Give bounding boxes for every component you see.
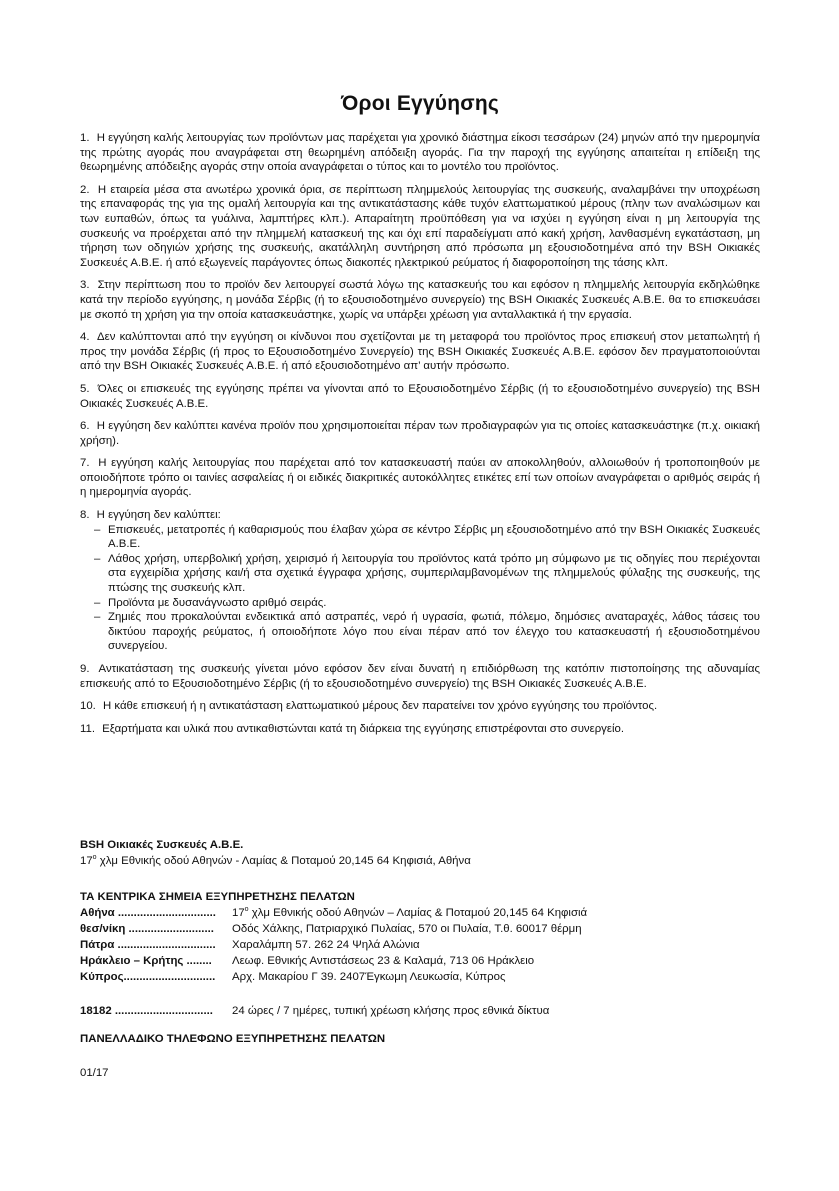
clause-text: Όλες οι επισκευές της εγγύησης πρέπει να γίνονται από το Εξουσιοδοτημένο Σέρβις (ή το εξουσιοδοτημένο συνεργείο) της BSH Οικιακές Συσκευές Α.Β.Ε. — [80, 382, 761, 410]
clause-5 — [80, 382, 760, 411]
clause-number: 11. — [80, 722, 95, 735]
clause-number: 4. — [80, 331, 90, 344]
clause-10 — [80, 699, 760, 714]
clause-number: 9. — [80, 663, 90, 675]
exclusion-item: – Επισκευές, μετατροπές ή καθαρισμούς που έλαβαν χώρα σε κέντρο Σέρβις μη εξουσιοδοτημένο από την BSH Οικιακές Συσκευές Α.Β.Ε. — [80, 523, 760, 552]
nationwide-phone-label: ΠΑΝΕΛΛΑΔΙΚΟ ΤΗΛΕΦΩΝΟ ΕΞΥΠΗΡΕΤΗΣΗΣ ΠΕΛΑΤΩΝ — [80, 1033, 386, 1045]
clause-number: 8. — [80, 509, 90, 522]
clause-number: 1. — [80, 132, 90, 144]
exclusion-item: – Λάθος χρήση, υπερβολική χρήση, χειρισμό ή λειτουργία του προϊόντος κατά τρόπο μη σύμφωνο με τις οδηγίες που περιέχονται στα εγχειρίδια χρήσης και/ή στα σχετικά έγγραφα χρήσης, συμπεριλαμβανομένων της πλημμελούς φύλαξης της συσκευής, της πτώσης της συσκευής κλπ. — [80, 552, 760, 596]
address-number: 17 — [232, 907, 245, 919]
clause-text: Αντικατάσταση της συσκευής γίνεται μόνο εφόσον δεν είναι δυνατή η επιδιόρθωση της κατόπιν πιστοποίησης της αδυναμίας επισκευής από το Εξουσιοδοτημένο Σέρβις (ή το εξουσιοδοτημένο συνεργείο) της BSH Οικιακές Συσκευές Α.Β.Ε. — [80, 663, 760, 690]
hotline-description: 24 ώρες / 7 ημέρες, τυπική χρέωση κλήσης προς εθνικά δίκτυα — [232, 1005, 550, 1017]
company-address — [80, 853, 471, 869]
page-title: Όροι Εγγύησης — [341, 92, 499, 115]
address-text: χλμ Εθνικής οδού Αθηνών - Λαμίας & Ποταμού 20,145 64 Κηφισιά, Αθήνα — [96, 855, 471, 867]
clause-text: Η εταιρεία μέσα στα ανωτέρω χρονικά όρια, σε περίπτωση πλημμελούς λειτουργίας της συσκευής, αναλαμβάνει την υποχρέωση της επαναφοράς της για της ομαλή λειτουργία και της αντικατάστασης κάθε τυχόν ελαττωματικού μέρους (πλην των αναλώσιμων και των ευπαθών, όπως τα γυάλινα, λαμπτήρες κλπ.). Απαραίτητη προϋπόθεση για να ισχύει η εγγύηση είναι η μη λειτουργία της συσκευής να προέρχεται από την πλημμελή κατασκευή της και όχι επί παραδείγματι από κακή χρήση, λανθασμένη εγκατάσταση, μη τήρηση των οδηγιών χρήσης της συσκευής, ακατάλληλη συντήρηση από πρόσωπα μη εξουσιοδοτημένα από την BSH Οικιακές Συσκευές Α.Β.Ε. ή από εξωγενείς παράγοντες όπως διακοπές ηλεκτρικού ρεύματος ή διαφοροποίηση της τάσης κλπ. — [80, 183, 761, 269]
clause-7 — [80, 456, 760, 500]
service-point-row — [80, 905, 760, 921]
clause-1 — [80, 131, 760, 175]
address-superscript: ο — [244, 906, 249, 914]
clause-6 — [80, 419, 760, 448]
service-point-row — [80, 937, 760, 953]
service-point-label: Κύπρος............................. — [80, 971, 216, 983]
clause-2 — [80, 183, 760, 271]
service-point-row — [80, 969, 760, 985]
address-text: χλμ Εθνικής οδού Αθηνών – Λαμίας & Ποταμού 20,145 64 Κηφισιά — [248, 907, 588, 919]
service-point-address: Χαραλάμπη 57. 262 24 Ψηλά Αλώνια — [232, 939, 420, 951]
service-point-row — [80, 921, 760, 937]
service-points-heading: ΤΑ ΚΕΝΤΡΙΚΑ ΣΗΜΕΙΑ ΕΞΥΠΗΡΕΤΗΣΗΣ ΠΕΛΑΤΩΝ — [80, 891, 355, 903]
service-point-label: Ηράκλειο – Κρήτης ........ — [80, 955, 212, 967]
service-point-address: Οδός Χάλκης, Πατριαρχικό Πυλαίας, 570 οι Πυλαία, Τ.θ. 60017 θέρμη — [232, 923, 582, 935]
clause-11 — [80, 722, 760, 737]
clause-9 — [80, 662, 760, 691]
clause-3 — [80, 278, 760, 322]
service-point-address — [232, 905, 760, 921]
clause-number: 5. — [80, 382, 90, 395]
address-number: 17 — [80, 855, 93, 867]
clause-text: Η κάθε επισκευή ή η αντικατάσταση ελαττωματικού μέρους δεν παρατείνει τον χρόνο εγγύησης του προϊόντος. — [103, 700, 658, 713]
service-point-address: Αρχ. Μακαρίου Γ 39. 2407Έγκωμη Λευκωσία, Κύπρος — [232, 971, 506, 983]
clause-text: Η εγγύηση καλής λειτουργίας που παρέχεται από τον κατασκευαστή παύει αν αποκολληθούν, αλλοιωθούν ή τροποποιηθούν με οποιοδήποτε τρόπο οι ταινίες ασφαλείας ή οι ειδικές διακριτικές αυτοκόλλητες ετικέτες επί των οποίων αναγράφεται ο αριθμός σειράς ή η ημερομηνία αγοράς. — [80, 457, 761, 499]
exclusion-item: – Προϊόντα με δυσανάγνωστο αριθμό σειράς. — [80, 596, 760, 611]
clause-text: Η εγγύηση δεν καλύπτει: — [96, 509, 221, 522]
service-point-row — [80, 953, 760, 969]
service-points — [80, 889, 760, 985]
service-point-label: Αθήνα ............................... — [80, 907, 216, 919]
company-block — [80, 837, 471, 869]
clause-number: 2. — [80, 183, 90, 196]
address-superscript: ο — [92, 854, 97, 862]
company-name: BSH Οικιακές Συσκευές Α.Β.Ε. — [80, 839, 244, 851]
clause-text: Η εγγύηση δεν καλύπτει κανένα προϊόν που χρησιμοποιείται πέραν των προδιαγραφών για τις οποίες κατασκευάστηκε (π.χ. οικιακή χρήση). — [80, 420, 760, 447]
warranty-clauses — [80, 131, 760, 744]
document-code: 01/17 — [80, 1067, 109, 1079]
clause-text: Εξαρτήματα και υλικά που αντικαθιστώνται κατά τη διάρκεια της εγγύησης επιστρέφονται στο συνεργείο. — [102, 722, 624, 735]
clause-number: 3. — [80, 279, 90, 292]
clause-text: Η εγγύηση καλής λειτουργίας των προϊόντων μας παρέχεται για χρονικό διάστημα είκοσι τεσσάρων (24) μηνών από την ημερομηνία της πρώτης αγοράς που αναγράφεται στη θεωρημένη απόδειξη αγοράς. Για την παροχή της εγγύησης απαιτείται η επίδειξη της θεωρημένης απόδειξης αγοράς στην οποία αναγράφεται ο τύπος και το μοντέλο του προϊόντος. — [80, 132, 760, 174]
service-point-label: θεσ/νίκη ........................... — [80, 923, 214, 935]
hotline-row — [80, 1003, 760, 1019]
clause-4 — [80, 330, 760, 374]
clause-text: Δεν καλύπτονται από την εγγύηση οι κίνδυνοι που σχετίζονται με τη μεταφορά του προϊόντος προς επισκευή στον μεταπωλητή ή προς την μονάδα Σέρβις (ή προς το Εξουσιοδοτημένο Συνεργείο) της BSH Οικιακές Συσκευές Α.Β.Ε. εφόσον δεν πραγματοποιούνται από την BSH Οικιακές Συσκευές Α.Β.Ε. ή από εξουσιοδοτημένο απ’ αυτήν πρόσωπο. — [80, 331, 760, 373]
clause-number: 10. — [80, 700, 96, 713]
clause-number: 7. — [80, 457, 90, 470]
clause-number: 6. — [80, 420, 90, 433]
service-point-label: Πάτρα ............................... — [80, 939, 216, 951]
exclusion-item: – Ζημιές που προκαλούνται ενδεικτικά από αστραπές, νερό ή υγρασία, φωτιά, πόλεμο, δημόσιες αναταραχές, λάθος τάσεις του δικτύου παροχής ρεύματος, ή οποιοδήποτε λόγο που είναι πέραν από τον έλεγχο του κατασκευαστή ή εξουσιοδοτημένου συνεργείου. — [80, 610, 760, 654]
service-point-address: Λεωφ. Εθνικής Αντιστάσεως 23 & Καλαμά, 713 06 Ηράκλειο — [232, 955, 535, 967]
hotline-number: 18182 ............................... — [80, 1005, 213, 1017]
clause-text: Στην περίπτωση που το προϊόν δεν λειτουργεί σωστά λόγω της κατασκευής του και εφόσον η πλημμελής λειτουργία εκδηλώθηκε κατά την περίοδο εγγύησης, η μονάδα Σέρβις (ή το εξουσιοδοτημένο συνεργείο) της BSH Οικιακές Συσκευές Α.Β.Ε. θα το επισκευάσει με σκοπό τη χρήση για την οποία κατασκευάστηκε, χωρίς να υπάρξει χρέωση για ανταλλακτικά ή την εργασία. — [80, 279, 760, 321]
clause-8 — [80, 508, 760, 654]
exclusion-list — [80, 523, 760, 654]
clause-8-intro — [80, 508, 760, 523]
